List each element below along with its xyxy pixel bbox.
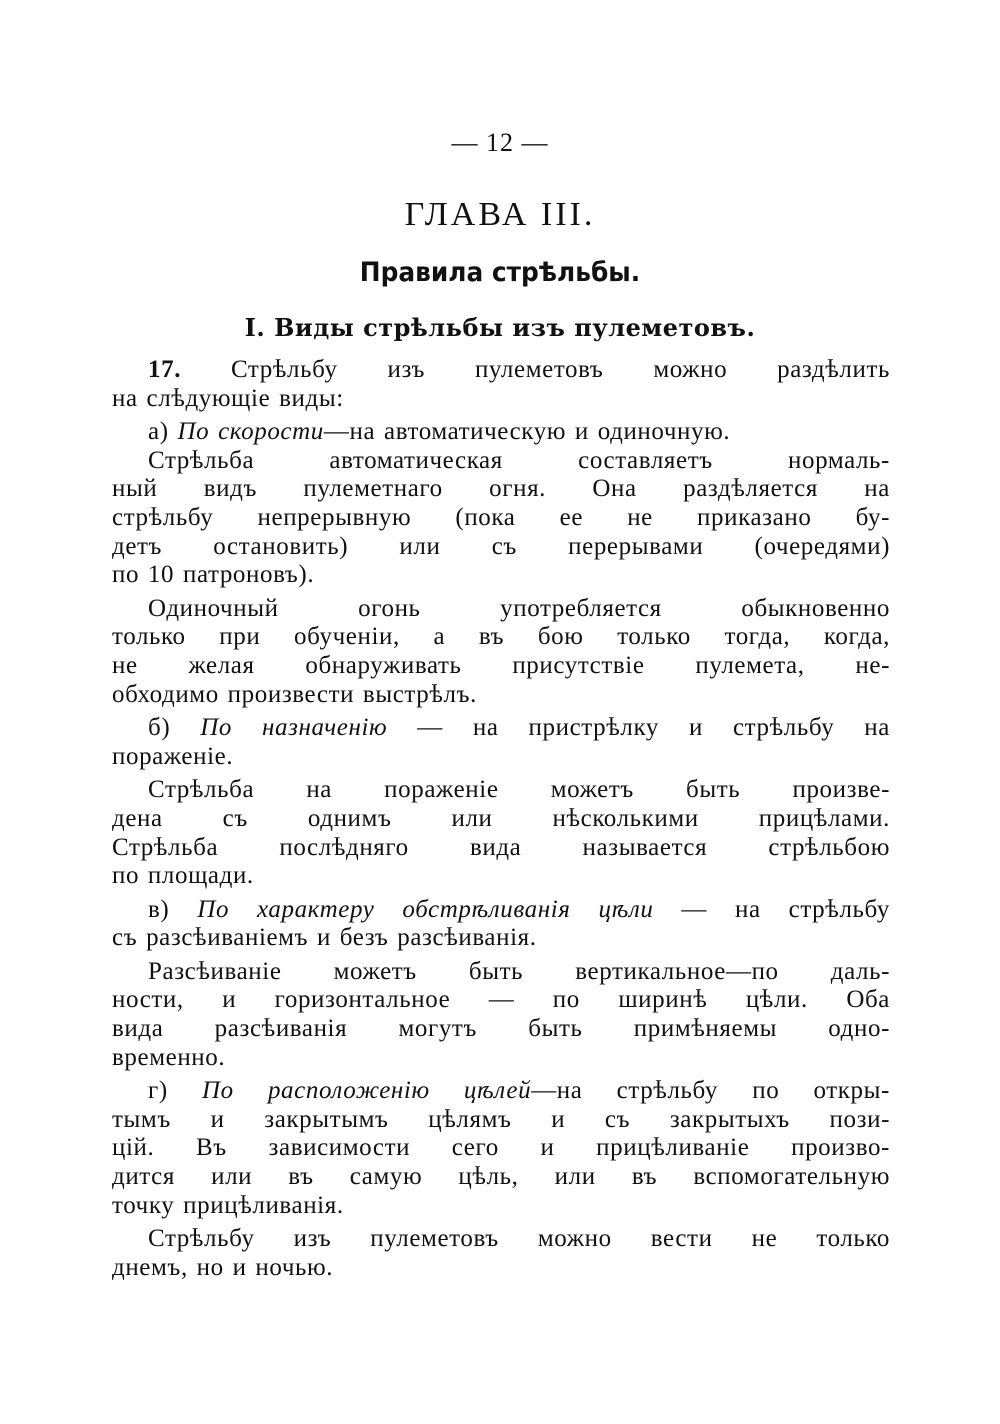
text-run: точку прицѣливанія. [112,1191,344,1219]
text-run: дится или въ самую цѣль, или въ вспомогательную [112,1163,890,1191]
text-run: Стрѣльба автоматическая составляетъ нормаль- [148,446,890,474]
text-run: пораженіе. [112,742,234,770]
text-line [112,623,890,652]
text-line [112,1163,890,1192]
text-line [112,743,890,772]
text-line [112,896,890,925]
text-line [112,834,890,863]
text-run: ный видъ пулеметнаго огня. Она раздѣляется на [112,475,890,503]
text-run: цій. Въ зависимости сего и прицѣливаніе произво- [112,1134,890,1162]
text-line [112,1015,890,1044]
text-line [112,1225,890,1254]
text-run: Стрѣльба на пораженіе можетъ быть произве- [148,776,890,804]
text-run: — на стрѣльбу [653,895,890,923]
text-line [112,1044,890,1073]
text-line [112,475,890,504]
text-line [112,652,890,681]
text-run: Стрѣльбу изъ пулеметовъ можно раздѣлить [181,356,890,383]
text-line [112,958,890,987]
text-run: тымъ и закрытымъ цѣлямъ и съ закрытыхъ пози- [112,1105,890,1133]
text-line [112,776,890,805]
text-line [112,385,890,414]
chapter-title: Правила стрѣльбы. [359,257,641,288]
text-line [112,862,890,891]
text-line [112,447,890,476]
text-line [112,504,890,533]
page-number: — 12 — [451,128,549,157]
section-heading: I. Виды стрѣльбы изъ пулеметовъ. [244,313,756,342]
text-run: детъ остановить) или съ перерывами (очередями) [112,532,890,560]
text-line [112,805,890,834]
body-text [112,356,890,1282]
text-run: в) [148,895,198,923]
text-line [112,561,890,590]
text-line [112,1192,890,1221]
text-run: Одиночный огонь употребляется обыкновенно [148,594,890,622]
text-run: днемъ, но и ночью. [112,1253,334,1281]
text-run: Стрѣльба послѣдняго вида называется стрѣльбою [112,833,890,861]
text-run: б) [148,714,201,742]
text-run: —на автоматическую и одиночную. [323,418,731,446]
italic-term: По скорости [177,418,324,446]
text-line [112,418,890,447]
paragraph-number: 17. [148,356,182,383]
text-run: съ разсѣиваніемъ и безъ разсѣиванія. [112,924,537,952]
text-run: обходимо произвести выстрѣлъ. [112,680,477,708]
text-line [112,595,890,624]
text-line [112,1106,890,1135]
text-line [112,1134,890,1163]
text-line [112,924,890,953]
text-run: не желая обнаруживать присутствіе пулемета, не- [112,651,890,679]
text-run: на слѣдующіе виды: [112,384,344,412]
text-run: Разсѣиваніе можетъ быть вертикальное—по даль- [148,957,890,985]
chapter-heading: ГЛАВА III. [404,196,596,233]
text-run: — на пристрѣлку и стрѣльбу на [387,714,890,742]
text-run: временно. [112,1043,226,1071]
text-run: дена съ однимъ или нѣсколькими прицѣлами. [112,804,890,832]
text-line [112,356,890,385]
text-line [112,986,890,1015]
text-line [112,681,890,710]
text-run: Стрѣльбу изъ пулеметовъ можно вести не только [148,1225,890,1253]
text-line [112,533,890,562]
text-run: а) [148,418,178,446]
italic-term: По назначенію [200,714,388,742]
text-run: ности, и горизонтальное — по ширинѣ цѣли. Оба [112,986,890,1014]
text-run: по площади. [112,862,254,890]
italic-term: По расположенію цѣлей [201,1077,532,1105]
text-line [112,714,890,743]
text-run: стрѣльбу непрерывную (пока ее не приказано бу- [112,503,890,531]
text-run: по 10 патроновъ). [112,561,315,589]
text-run: г) [148,1077,202,1105]
italic-term: По характеру обстрѣливанія цѣли [197,895,654,923]
text-run: —на стрѣльбу по откры- [531,1077,890,1105]
text-run: только при обученіи, а въ бою только тогда, когда, [112,623,890,651]
text-line [112,1254,890,1283]
text-run: вида разсѣиванія могутъ быть примѣняемы одно- [112,1015,890,1043]
text-line [112,1077,890,1106]
